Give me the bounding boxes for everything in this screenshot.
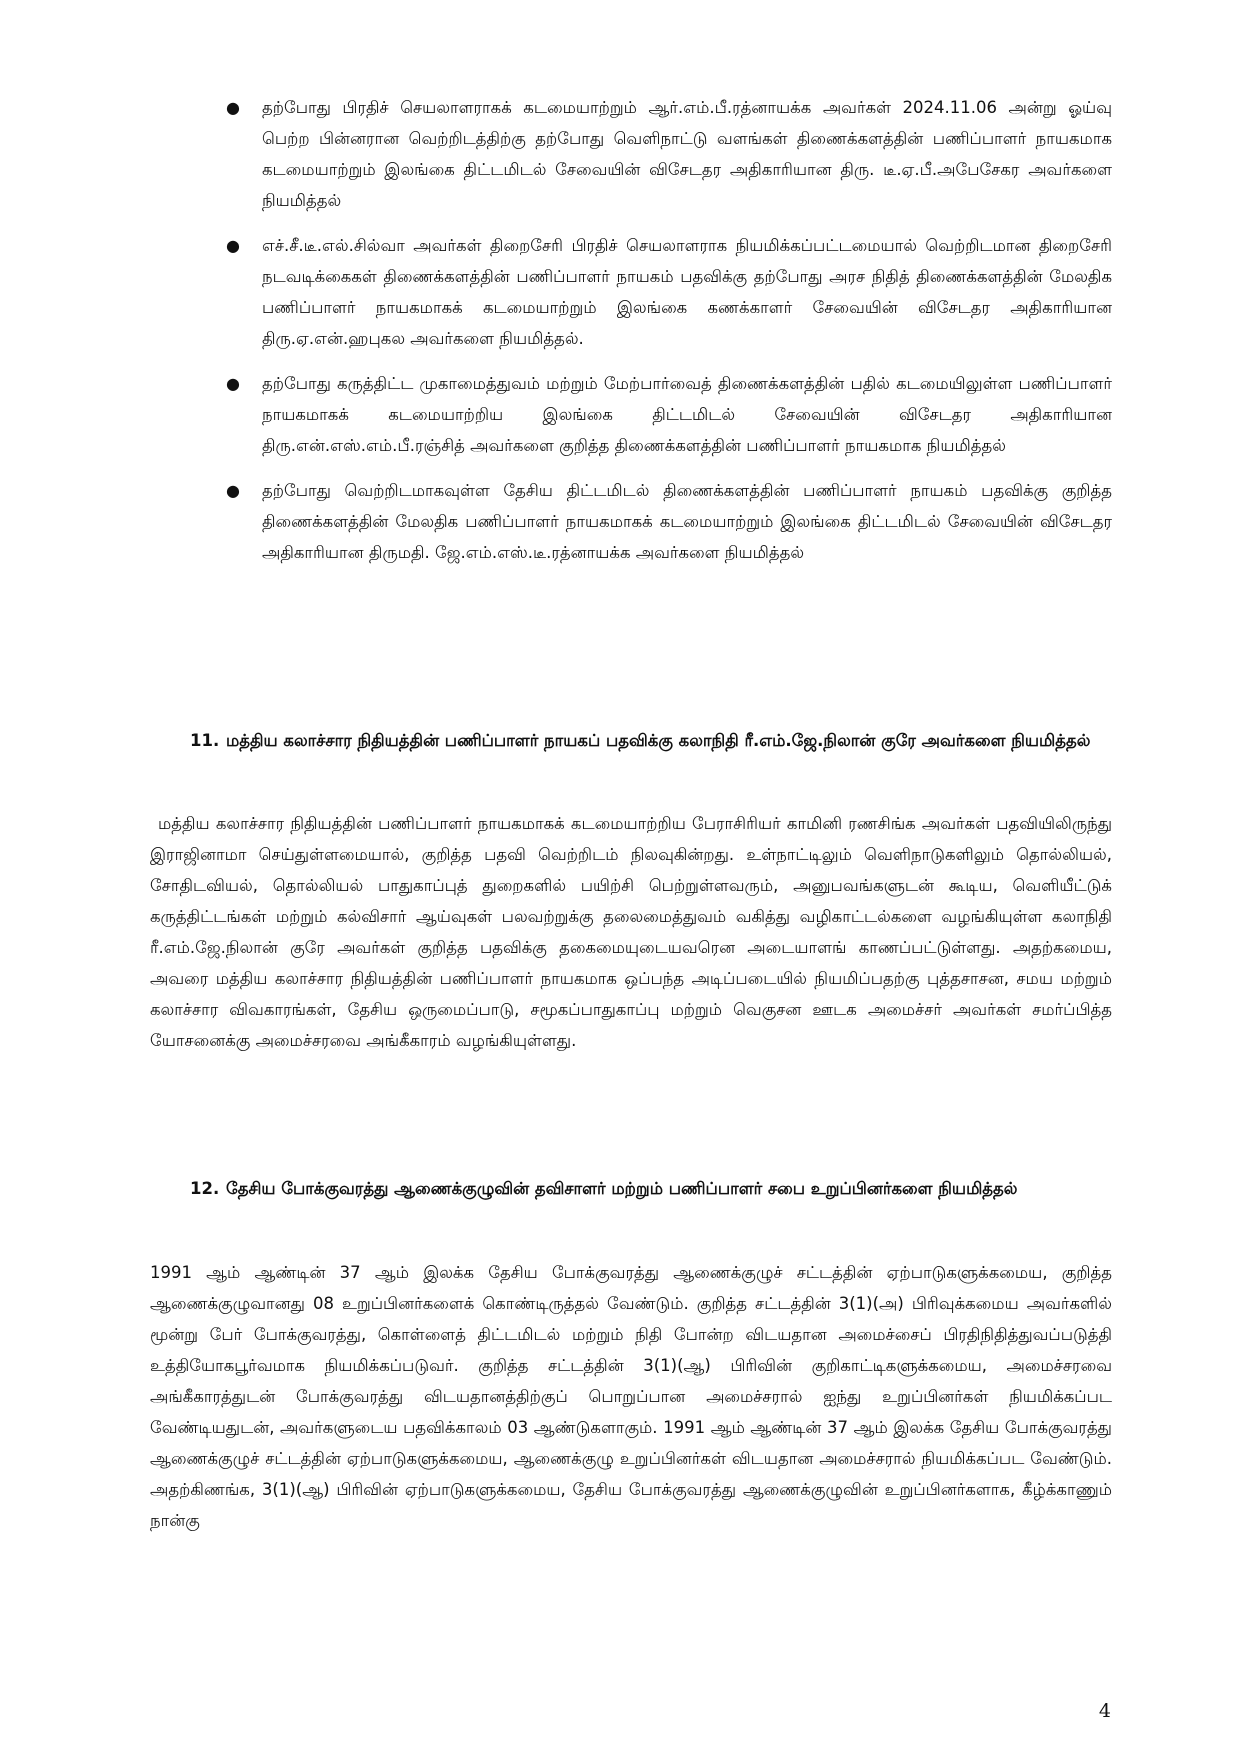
bullet-icon: ● xyxy=(226,98,240,117)
bullet-icon: ● xyxy=(226,481,240,500)
section-number: 11. xyxy=(190,731,220,750)
bullet-text: எச்.சீ.டீ.எல்.சில்வா அவர்கள் திறைசேரி பிரதிச் செயலாளராக நியமிக்கப்பட்டமையால் வெற்றிடமான திறைசேரி நடவடிக்கைகள் திணைக்களத்தின் பணிப்பாளர் நாயகம் பதவிக்கு தற்போது அரச நிதித் திணைக்களத்தின் மேலதிக பணிப்பாளர் நாயகமாகக் கடமையாற்றும் இலங்கை கணக்காளர் சேவையின் விசேடதர அதிகாரியான திரு.ஏ.என்.ஹபுகல அவர்களை நியமித்தல். xyxy=(262,236,1112,348)
section-title: மத்திய கலாச்சார நிதியத்தின் பணிப்பாளர் நாயகப் பதவிக்கு கலாநிதி ரீ.எம்.ஜே.நிலான் குரே அவர்களை நியமித்தல் xyxy=(226,731,1091,750)
section-12-body: 1991 ஆம் ஆண்டின் 37 ஆம் இலக்க தேசிய போக்குவரத்து ஆணைக்குழுச் சட்டத்தின் ஏற்பாடுகளுக்கமைய, குறித்த ஆணைக்குழுவானது 08 உறுப்பினர்களைக் கொண்டிருத்தல் வேண்டும். குறித்த சட்டத்தின் 3(1)(அ) பிரிவுக்கமைய அவர்களில் மூன்று பேர் போக்குவரத்து, கொள்ளைத் திட்டமிடல் மற்றும் நிதி போன்ற விடயதான அமைச்சைப் பிரதிநிதித்துவப்படுத்தி உத்தியோகபூர்வமாக நியமிக்கப்படுவர். குறித்த சட்டத்தின் 3(1)(ஆ) பிரிவின் குறிகாட்டிகளுக்கமைய, அமைச்சரவை அங்கீகாரத்துடன் போக்குவரத்து விடயதானத்திற்குப் பொறுப்பான அமைச்சரால் ஐந்து உறுப்பினர்கள் நியமிக்கப்பட வேண்டியதுடன், அவர்களுடைய பதவிக்காலம் 03 ஆண்டுகளாகும். 1991 ஆம் ஆண்டின் 37 ஆம் இலக்க தேசிய போக்குவரத்து ஆணைக்குழுச் சட்டத்தின் ஏற்பாடுகளுக்கமைய, ஆணைக்குழு உறுப்பினர்கள் விடயதான அமைச்சரால் நியமிக்கப்பட வேண்டும். அதற்கிணங்க, 3(1)(ஆ) பிரிவின் ஏற்பாடுகளுக்கமைய, தேசிய போக்குவரத்து ஆணைக்குழுவின் உறுப்பினர்களாக, கீழ்க்காணும் நான்கு xyxy=(150,1263,1112,1530)
section-11-body: மத்திய கலாச்சார நிதியத்தின் பணிப்பாளர் நாயகமாகக் கடமையாற்றிய பேராசிரியர் காமினி ரணசிங்க அவர்கள் பதவியிலிருந்து இராஜினாமா செய்துள்ளமையால், குறித்த பதவி வெற்றிடம் நிலவுகின்றது. உள்நாட்டிலும் வெளிநாடுகளிலும் தொல்லியல், சோதிடவியல், தொல்லியல் பாதுகாப்புத் துறைகளில் பயிற்சி பெற்றுள்ளவரும், அனுபவங்களுடன் கூடிய, வெளியீட்டுக் கருத்திட்டங்கள் மற்றும் கல்விசார் ஆய்வுகள் பலவற்றுக்கு தலைமைத்துவம் வகித்து வழிகாட்டல்களை வழங்கியுள்ள கலாநிதி ரீ.எம்.ஜே.நிலான் குரே அவர்கள் குறித்த பதவிக்கு தகைமையுடையவரென அடையாளங் காணப்பட்டுள்ளது. அதற்கமைய, அவரை மத்திய கலாச்சார நிதியத்தின் பணிப்பாளர் நாயகமாக ஒப்பந்த அடிப்படையில் நியமிப்பதற்கு புத்தசாசன, சமய மற்றும் கலாச்சார விவகாரங்கள், தேசிய ஒருமைப்பாடு, சமூகப்பாதுகாப்பு மற்றும் வெகுசன ஊடக அமைச்சர் அவர்கள் சமர்ப்பித்த யோசனைக்கு அமைச்சரவை அங்கீகாரம் வழங்கியுள்ளது. xyxy=(150,814,1112,1050)
section-11-heading xyxy=(190,725,1112,756)
list-item xyxy=(222,368,1112,461)
page-number: 4 xyxy=(1098,1700,1111,1722)
appointment-bullet-list xyxy=(222,92,1112,582)
bullet-text: தற்போது பிரதிச் செயலாளராகக் கடமையாற்றும் ஆர்.எம்.பீ.ரத்னாயக்க அவர்கள் 2024.11.06 அன்று ஓய்வு பெற்ற பின்னரான வெற்றிடத்திற்கு தற்போது வெளிநாட்டு வளங்கள் திணைக்களத்தின் பணிப்பாளர் நாயகமாக கடமையாற்றும் இலங்கை திட்டமிடல் சேவையின் விசேடதர அதிகாரியான திரு. டீ.ஏ.பீ.அபேசேகர அவர்களை நியமித்தல் xyxy=(262,98,1112,210)
section-title: தேசிய போக்குவரத்து ஆணைக்குழுவின் தவிசாளர் மற்றும் பணிப்பாளர் சபை உறுப்பினர்களை நியமித்தல் xyxy=(226,1179,1018,1198)
list-item xyxy=(222,230,1112,354)
list-item xyxy=(222,475,1112,568)
section-12-heading xyxy=(190,1173,1112,1204)
bullet-text: தற்போது கருத்திட்ட முகாமைத்துவம் மற்றும் மேற்பார்வைத் திணைக்களத்தின் பதில் கடமையிலுள்ள பணிப்பாளர் நாயகமாகக் கடமையாற்றிய இலங்கை திட்டமிடல் சேவையின் விசேடதர அதிகாரியான திரு.என்.எஸ்.எம்.பீ.ரஞ்சித் அவர்களை குறித்த திணைக்களத்தின் பணிப்பாளர் நாயகமாக நியமித்தல் xyxy=(262,374,1112,455)
bullet-icon: ● xyxy=(226,374,240,393)
bullet-text: தற்போது வெற்றிடமாகவுள்ள தேசிய திட்டமிடல் திணைக்களத்தின் பணிப்பாளர் நாயகம் பதவிக்கு குறித்த திணைக்களத்தின் மேலதிக பணிப்பாளர் நாயகமாகக் கடமையாற்றும் இலங்கை திட்டமிடல் சேவையின் விசேடதர அதிகாரியான திருமதி. ஜே.எம்.எஸ்.டீ.ரத்னாயக்க அவர்களை நியமித்தல் xyxy=(262,481,1112,562)
bullet-icon: ● xyxy=(226,236,240,255)
section-number: 12. xyxy=(190,1179,220,1198)
list-item xyxy=(222,92,1112,216)
